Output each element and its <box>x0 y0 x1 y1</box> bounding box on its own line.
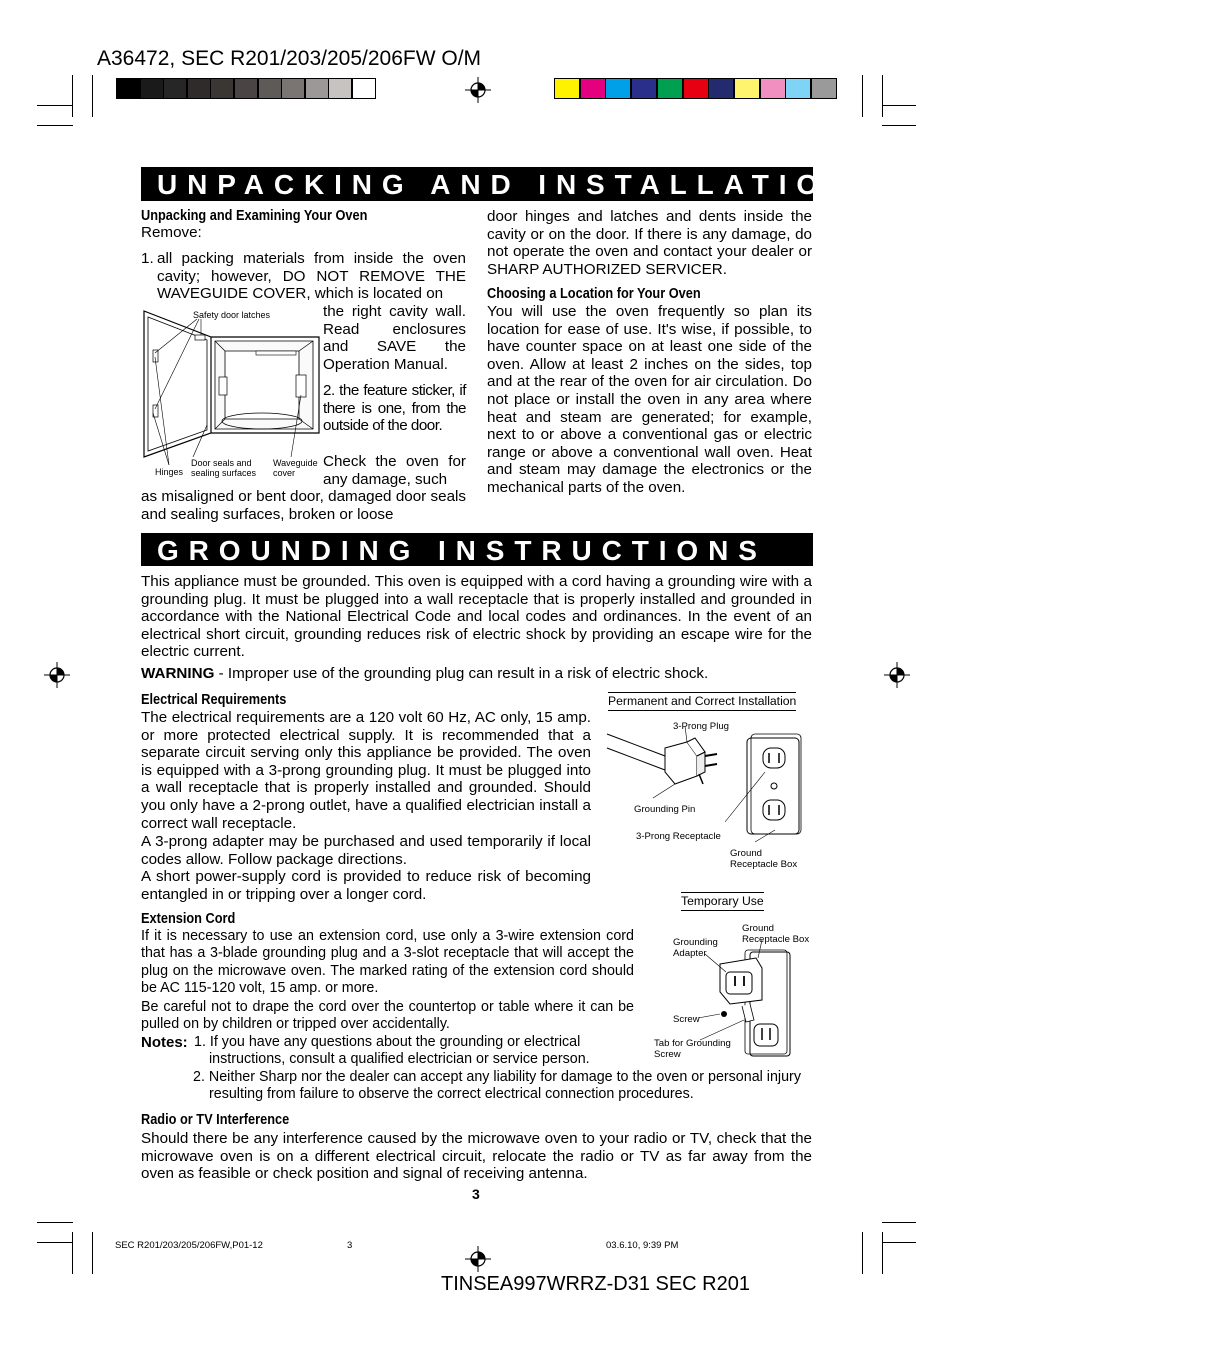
label-door-seals: Door seals and sealing surfaces <box>191 458 257 478</box>
footer-page: 3 <box>347 1240 353 1251</box>
gray-swatch <box>210 78 234 99</box>
registration-mark-icon <box>465 77 491 103</box>
gray-swatch <box>328 78 352 99</box>
oven-diagram <box>141 305 321 480</box>
damage-paragraph: door hinges and latches and dents inside the cavity or on the door. If there is any damage, do not operate the oven and contact your dealer or SHARP AUTHORIZED SERVICER. <box>487 208 812 278</box>
section-banner-grounding: GROUNDING INSTRUCTIONS <box>141 533 813 566</box>
gray-swatch <box>258 78 282 99</box>
unpacking-heading: Unpacking and Examining Your Oven <box>141 208 368 224</box>
figure-permanent-installation <box>605 692 813 872</box>
label-3-prong-receptacle: 3-Prong Receptacle <box>636 831 721 842</box>
warning-text: - Improper use of the grounding plug can result in a risk of electric shock. <box>214 665 709 682</box>
electrical-paragraph-1: The electrical requirements are a 120 volt 60 Hz, AC only, 15 amp. or more protected electrical supply. It is recommended that a separate circuit serving only this appliance be provided. The oven is equipped with a 3-prong grounding plug. It must be plugged into a wall receptacle that is properly installed and grounded. Should you only have a 2-prong outlet, have a qualified electrician install a correct wall receptacle. <box>141 709 591 832</box>
color-swatch <box>580 78 606 99</box>
note-1: 1. If you have any questions about the grounding or electrical instructions, consult a qualified electrician or service person. <box>194 1034 590 1068</box>
registration-mark-icon <box>884 662 910 688</box>
label-screw: Screw <box>673 1014 700 1025</box>
color-swatch <box>554 78 580 99</box>
check-text: Check the oven for any damage, such <box>323 453 466 488</box>
color-swatch <box>708 78 734 99</box>
label-safety-door-latches: Safety door latches <box>193 310 271 320</box>
electrical-paragraph-3: A short power-supply cord is provided to reduce risk of becoming entangled in or tripping over a longer cord. <box>141 868 591 903</box>
radio-paragraph: Should there be any interference caused by the microwave oven to your radio or TV, check that the microwave oven is on a different electrical circuit, relocate the radio or TV as far away from the oven as feasible or check position and signal of receiving antenna. <box>141 1130 812 1183</box>
color-swatch <box>631 78 657 99</box>
color-swatch <box>657 78 683 99</box>
label-grounding-adapter: Grounding Adapter <box>673 937 718 959</box>
figure-2-title: Temporary Use <box>681 892 764 911</box>
note-2: 2. Neither Sharp nor the dealer can accept any liability for damage to the oven or personal injury resulting from failure to observe the correct electrical connection procedures. <box>193 1069 801 1103</box>
color-swatch <box>734 78 760 99</box>
color-swatch <box>760 78 786 99</box>
electrical-heading: Electrical Requirements <box>141 692 287 708</box>
extension-heading: Extension Cord <box>141 911 236 927</box>
label-3-prong-plug: 3-Prong Plug <box>673 721 729 732</box>
item2-text: 2. the feature sticker, if there is one, from the outside of the door. <box>323 382 466 435</box>
extension-paragraph-1: If it is necessary to use an extension cord, use only a 3-wire extension cord that has a 3-blade grounding plug and a 3-slot receptacle that will accept the plug on the microwave oven. The marked rating of the extension cord should be AC 115-120 volt, 15 amp. or more. <box>141 928 634 997</box>
color-swatch <box>811 78 837 99</box>
color-swatch <box>785 78 811 99</box>
gray-swatch <box>305 78 329 99</box>
label-ground-receptacle-box-2: Ground Receptacle Box <box>742 923 810 945</box>
electrical-paragraph-2: A 3-prong adapter may be purchased and used temporarily if local codes allow. Follow package directions. <box>141 833 591 868</box>
oven-illustration <box>141 305 321 480</box>
gray-swatch <box>352 78 376 99</box>
location-heading: Choosing a Location for Your Oven <box>487 286 701 302</box>
warning-label: WARNING <box>141 665 215 682</box>
figure-temporary-use <box>650 892 810 1062</box>
radio-heading: Radio or TV Interference <box>141 1112 290 1128</box>
gray-swatch <box>116 78 140 99</box>
footer-code: TINSEA997WRRZ-D31 SEC R201 <box>441 1273 750 1295</box>
warning-line <box>141 665 812 683</box>
color-swatch <box>683 78 709 99</box>
gray-swatch <box>234 78 258 99</box>
item1-text-cont: the right cavity wall. Read enclosures and SAVE the Operation Manual. <box>323 303 466 373</box>
label-ground-receptacle-box: Ground Receptacle Box <box>730 848 798 870</box>
label-hinges: Hinges <box>155 467 184 477</box>
document-header-title: A36472, SEC R201/203/205/206FW O/M <box>97 47 482 70</box>
footer-file-name: SEC R201/203/205/206FW,P01-12 <box>115 1240 263 1251</box>
label-waveguide-cover: Waveguide cover <box>273 458 318 478</box>
gray-swatch <box>281 78 305 99</box>
item1-text: all packing materials from inside the oven cavity; however, DO NOT REMOVE THE WAVEGUIDE COVER, which is located on <box>157 250 466 303</box>
check-text-cont: as misaligned or bent door, damaged door seals and sealing surfaces, broken or loose <box>141 488 466 523</box>
label-tab-for-grounding-screw: Tab for Grounding Screw <box>654 1038 731 1060</box>
section-banner-unpacking: UNPACKING AND INSTALLATION INSTRUCTIONS <box>141 167 813 201</box>
gray-swatch <box>163 78 187 99</box>
location-paragraph: You will use the oven frequently so plan its location for ease of use. It's wise, if possible, to have counter space on at least one side of the oven. Allow at least 2 inches on the sides, top and at the rear of the oven for air circulation. Do not place or install the oven in any area where heat and steam are generated; for example, next to or above a conventional gas or electric range or above a conventional wall oven. Heat and steam may damage the electronics or the mechanical parts of the oven. <box>487 303 812 496</box>
footer-date: 03.6.10, 9:39 PM <box>606 1240 679 1251</box>
item1-number: 1. <box>141 250 154 267</box>
gray-swatch <box>187 78 211 99</box>
notes-label: Notes: <box>141 1034 188 1051</box>
registration-mark-icon <box>44 662 70 688</box>
extension-paragraph-2: Be careful not to drape the cord over the countertop or table where it can be pulled on by children or tripped over accidentally. <box>141 999 634 1033</box>
page-number: 3 <box>472 1186 480 1202</box>
figure-1-title: Permanent and Correct Installation <box>608 692 796 711</box>
grounding-intro: This appliance must be grounded. This oven is equipped with a cord having a grounding wire with a grounding plug. It must be plugged into a wall receptacle that is properly installed and grounded in accordance with the National Electrical Code and local codes and ordinances. In the event of an electrical short circuit, grounding reduces risk of electric shock by providing an escape wire for the electric current. <box>141 573 812 661</box>
color-swatch <box>605 78 631 99</box>
gray-swatch <box>140 78 164 99</box>
registration-mark-icon <box>465 1246 491 1272</box>
remove-label: Remove: <box>141 224 202 241</box>
label-grounding-pin: Grounding Pin <box>634 804 696 815</box>
